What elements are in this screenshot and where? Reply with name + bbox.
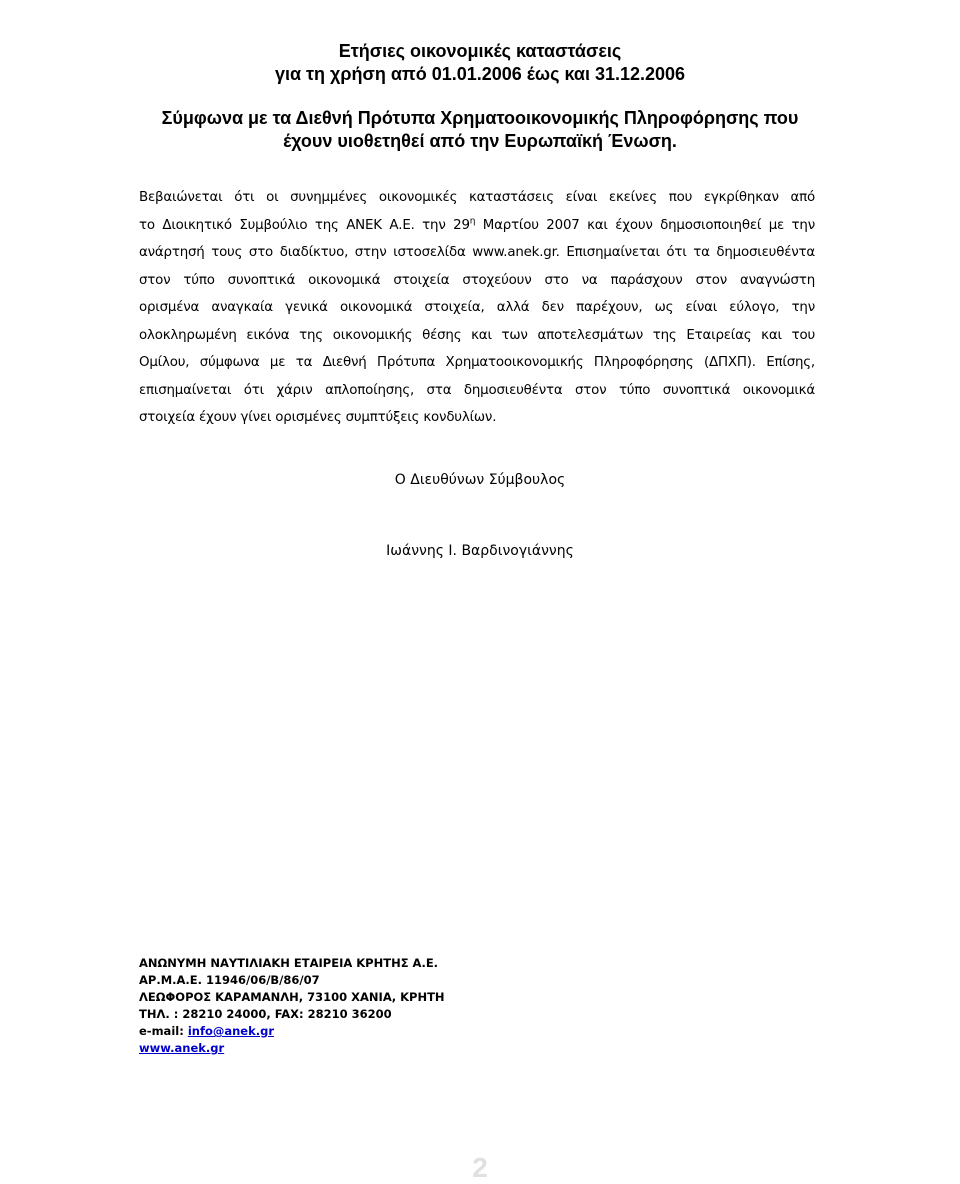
standards-heading-line-2: έχουν υιοθετηθεί από την Ευρωπαϊκή Ένωση.: [283, 131, 677, 151]
paragraph-line: επισημαίνεται ότι χάριν απλοποίησης, στα δημοσιευθέντα στον τύπο συνοπτικά οικονομικά: [139, 382, 815, 398]
certification-paragraph: [139, 184, 815, 432]
paragraph-line: Ομίλου, σύμφωνα με τα Διεθνή Πρότυπα Χρηματοοικονομικής Πληροφόρησης (ΔΠΧΠ). Επίσης,: [139, 355, 815, 370]
paragraph-line: στον τύπο συνοπτικά οικονομικά στοιχεία στοχεύουν στο να παράσχουν στον αναγνώστη: [139, 272, 815, 288]
email-label: e-mail:: [139, 1024, 188, 1038]
company-name: ΑΝΩΝΥΜΗ ΝΑΥΤΙΛΙΑΚΗ ΕΤΑΙΡΕΙΑ ΚΡΗΤΗΣ Α.Ε.: [139, 956, 439, 970]
email-link[interactable]: info@anek.gr: [187, 1024, 275, 1038]
company-phone: ΤΗΛ. : 28210 24000, FAX: 28210 36200: [139, 1007, 392, 1021]
website-link[interactable]: www.anek.gr: [139, 1041, 225, 1055]
document-period: για τη χρήση από 01.01.2006 έως και 31.12.2006: [274, 64, 686, 84]
document-title: Ετήσιες οικονομικές καταστάσεις: [338, 41, 622, 61]
signatory-name: Ιωάννης Ι. Βαρδινογιάννης: [386, 543, 574, 559]
paragraph-text: το Διοικητικό Συμβούλιο της ΑΝΕΚ Α.Ε. την 29: [139, 217, 470, 233]
paragraph-line: ολοκληρωμένη εικόνα της οικονομικής θέσης και των αποτελεσμάτων της Εταιρείας και του: [139, 327, 815, 343]
paragraph-line: ορισμένα αναγκαία γενικά οικονομικά στοιχεία, αλλά δεν παρέχουν, ως είναι εύλογο, την: [139, 300, 815, 315]
company-email-line: [139, 1023, 639, 1040]
company-website-line: [139, 1040, 639, 1057]
ordinal-superscript: η: [469, 216, 476, 227]
paragraph-line: ανάρτησή τους στο διαδίκτυο, στην ιστοσελίδα www.anek.gr. Επισημαίνεται ότι τα δημοσιευθέντα: [139, 245, 815, 260]
standards-heading-line-1: Σύμφωνα με τα Διεθνή Πρότυπα Χρηματοοικονομικής Πληροφόρησης που: [161, 108, 799, 128]
paragraph-line: Βεβαιώνεται ότι οι συνημμένες οικονομικές καταστάσεις είναι εκείνες που εγκρίθηκαν από: [139, 190, 815, 205]
company-footer: [139, 955, 639, 1057]
page-number: 2: [472, 1152, 488, 1183]
signatory-title: Ο Διευθύνων Σύμβουλος: [394, 472, 566, 488]
paragraph-line: στοιχεία έχουν γίνει ορισμένες συμπτύξεις κονδυλίων.: [139, 410, 497, 425]
paragraph-line: [139, 212, 815, 240]
paragraph-text: Μαρτίου 2007 και έχουν δημοσιοποιηθεί με την: [475, 217, 815, 233]
company-address: ΛΕΩΦΟΡΟΣ ΚΑΡΑΜΑΝΛΗ, 73100 ΧΑΝΙΑ, ΚΡΗΤΗ: [139, 990, 445, 1004]
company-registry: ΑΡ.Μ.Α.Ε. 11946/06/Β/86/07: [139, 973, 320, 987]
